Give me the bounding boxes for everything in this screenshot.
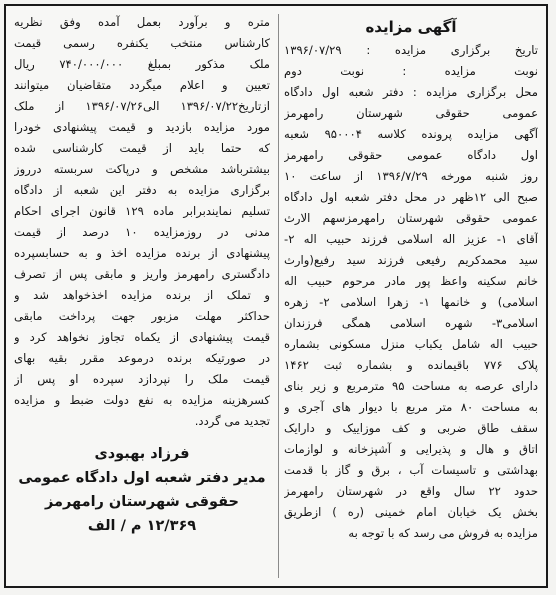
notice-text-line: برگزاری مزایده به دفتر این شعبه از دادگاه [14,183,270,197]
notice-text-line: متره و برآورد بعمل آمده وفق نظریه [14,15,270,29]
notice-text-line: بهداشتی و تاسیسات آب ، برق و گاز با قدمت [284,463,538,477]
notice-text-line: اتاق و هال و پذیرایی و آشپزخانه و لوازمات [284,442,538,456]
signer-position-line1: مدیر دفتر شعبه اول دادگاه عمومی [18,470,266,486]
notice-text-line: اول دادگاه عمومی حقوقی رامهرمز [284,148,538,162]
notice-right-column [284,12,538,580]
right-column-text [284,40,538,544]
notice-text-line: دادگستری رامهرمز واریز و مابقی پس از تصرف [14,267,270,281]
notice-text-line: کارشناس منتخب یکنفره رسمی قیمت [14,36,270,50]
notice-text-line: در صورتیکه برنده درموعد مقرر بقیه بهای [14,351,270,365]
notice-text-line: تعیین و اعلام میگردد متقاضیان میتوانند [14,78,270,92]
signer-name: فرزاد بهبودی [94,446,190,462]
left-column-text [14,12,270,432]
notice-text-line: اسلامی) و خانمها ۱- زهرا اسلامی ۲- زهره [284,295,538,309]
notice-text-line: و تملک از برنده مزایده اخذخواهد شد و [14,288,270,302]
notice-text-line: تاریخ برگزاری مزایده : ۱۳۹۶/۰۷/۲۹ [284,43,538,57]
notice-text-line: بخش یک خیابان امام خمینی (ره ) ازطریق [284,505,538,519]
notice-text-line: حدود ۲۲ سال واقع در شهرستان رامهرمز [284,484,538,498]
notice-title: آگهی مزایده [365,18,457,36]
notice-text-line: بیشترباشد مشخص و درپاکت سربسته درروز [14,162,270,176]
notice-text-line: عمومی حقوقی شهرستان رامهرمز [284,106,538,120]
notice-text-line: محل برگزاری مزایده : دفتر شعبه اول دادگاه [284,85,538,99]
notice-text-line: حداکثر مهلت مزبور جهت پرداخت مابقی [14,309,270,323]
notice-text-line: خانم سکینه واعظ پور مادر مرحوم حبیب اله [284,274,538,288]
notice-text-line: پلاک ۷۷۶ باقیمانده و بشماره ثبت ۱۴۶۲ [284,358,538,372]
notice-frame [4,4,548,588]
notice-text-line: صبح الی ۱۲ظهر در محل دفتر شعبه اول دادگاه [284,190,538,204]
notice-text-line: اسلامی۳- شهره اسلامی همگی فرزندان [284,316,538,330]
notice-reference-number: ۱۲/۳۶۹ م / الف [87,518,197,534]
notice-text-line: که حتما باید از قیمت کارشناسی شده [14,141,270,155]
signature-block [14,442,270,538]
notice-text-line: کسرهزینه مزایده به نفع دولت ضبط و مزایده [14,393,270,407]
notice-text-line: آگهی مزایده پرونده کلاسه ۹۵۰۰۰۴ شعبه [284,127,538,141]
notice-text-line: ملک مذکور بمبلغ ۷۴۰/۰۰۰/۰۰۰ ریال [14,57,270,71]
notice-text-line: قیمت ملک را نپردازد سپرده او پس از [14,372,270,386]
notice-text-line: به مساحت ۸۰ متر مربع با دیوار های آجری و [284,400,538,414]
notice-text-line: مزایده به فروش می رسد که با توجه به [348,526,538,540]
notice-text-line: عمومی حقوقی شهرستان رامهرمزسهم الارث [284,211,538,225]
notice-text-line: سید محمدکریم رفیعی فرزند سید رفیع(وارث [284,253,538,267]
notice-text-line: حبیب اله شامل یکباب منزل مسکونی بشماره [284,337,538,351]
notice-left-column [14,12,270,580]
notice-text-line: آقای ۱- عزیز اله اسلامی فرزند حبیب اله ۲- [284,232,538,246]
notice-text-line: ازتاریخ۱۳۹۶/۰۷/۲۲ الی۱۳۹۶/۰۷/۲۶ از ملک [14,99,270,113]
notice-text-line: پیشنهادی از برنده مزایده اخذ و به حسابسپرده [14,246,270,260]
notice-text-line: مدنی در روزمزایده ۱۰ درصد از قیمت [14,225,270,239]
notice-text-line: قیمت پیشنهادی از یکماه تجاوز نخواهد کرد و [14,330,270,344]
notice-text-line: دارای عرصه به مساحت ۹۵ مترمربع و زیر بنای [284,379,538,393]
notice-text-line: روز شنبه مورخه ۱۳۹۶/۷/۲۹ از ساعت ۱۰ [284,169,538,183]
notice-text-line: نوبت مزایده : نوبت دوم [284,64,538,78]
notice-text-line: سقف طاق ضربی و کف موزاییک و دارایک [284,421,538,435]
notice-text-line: تجدید می گردد. [194,414,270,428]
signer-position-line2: حقوقی شهرستان رامهرمز [45,494,239,510]
notice-text-line: مورد مزایده بازدید و قیمت پیشنهادی خودرا [14,120,270,134]
column-divider [278,14,279,578]
notice-text-line: تسلیم نمایندبرابر ماده ۱۲۹ قانون اجرای احکام [14,204,270,218]
